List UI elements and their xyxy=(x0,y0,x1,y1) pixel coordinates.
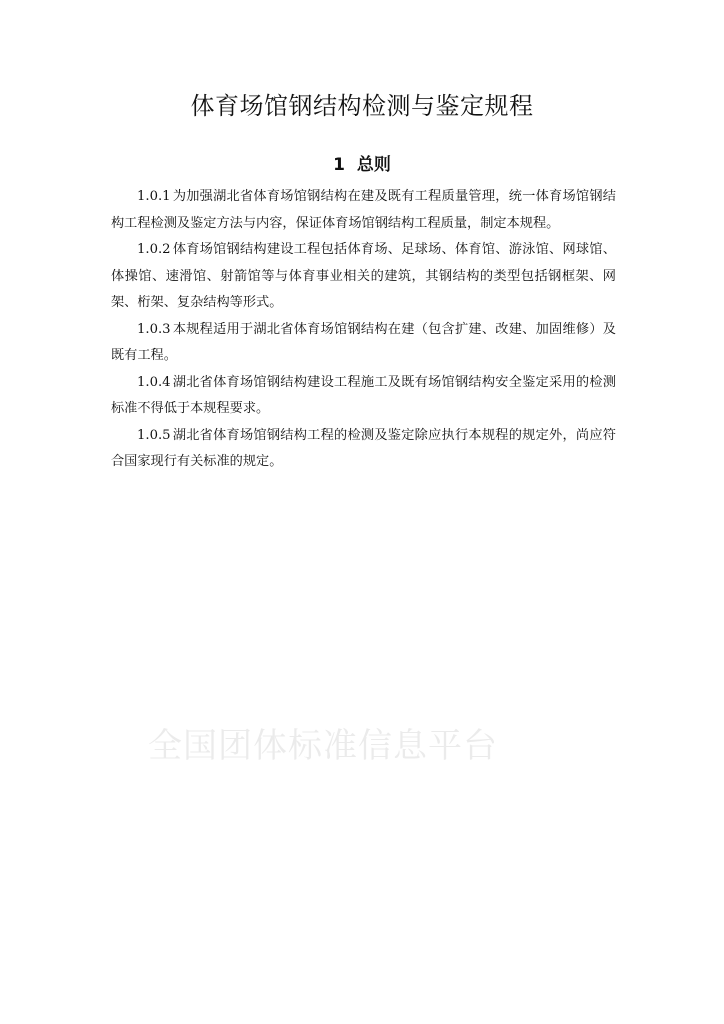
clause-number: 1.0.5 xyxy=(137,427,171,443)
clause-text: 湖北省体育场馆钢结构工程的检测及鉴定除应执行本规程的规定外，尚应符合国家现行有关标准的规定。 xyxy=(111,427,616,469)
clause-text: 本规程适用于湖北省体育场馆钢结构在建（包含扩建、改建、加固维修）及既有工程。 xyxy=(111,321,616,363)
clause-text: 湖北省体育场馆钢结构建设工程施工及既有场馆钢结构安全鉴定采用的检测标准不得低于本规程要求。 xyxy=(111,374,616,416)
section-title: 总则 xyxy=(356,155,391,175)
clause-number: 1.0.2 xyxy=(137,242,171,257)
clause-1-0-4 xyxy=(111,370,616,423)
clause-1-0-1 xyxy=(111,184,616,237)
watermark: 全国团体标准信息平台 xyxy=(148,726,498,766)
clause-text: 为加强湖北省体育场馆钢结构在建及既有工程质量管理，统一体育场馆钢结构工程检测及鉴定方法与内容，保证体育场馆钢结构工程质量，制定本规程。 xyxy=(111,189,616,231)
clause-number: 1.0.4 xyxy=(137,374,171,390)
section-heading xyxy=(0,150,724,175)
clause-1-0-3 xyxy=(111,317,616,370)
clause-1-0-2 xyxy=(111,237,616,317)
clause-number: 1.0.1 xyxy=(137,189,171,204)
section-number: 1 xyxy=(333,155,345,175)
clause-number: 1.0.3 xyxy=(137,321,171,337)
clause-1-0-5 xyxy=(111,423,616,476)
clause-text: 体育场馆钢结构建设工程包括体育场、足球场、体育馆、游泳馆、网球馆、体操馆、速滑馆、射箭馆等与体育事业相关的建筑，其钢结构的类型包括钢框架、网架、桁架、复杂结构等形式。 xyxy=(111,242,616,310)
document-title: 体育场馆钢结构检测与鉴定规程 xyxy=(190,92,534,120)
clause-list xyxy=(111,184,616,476)
